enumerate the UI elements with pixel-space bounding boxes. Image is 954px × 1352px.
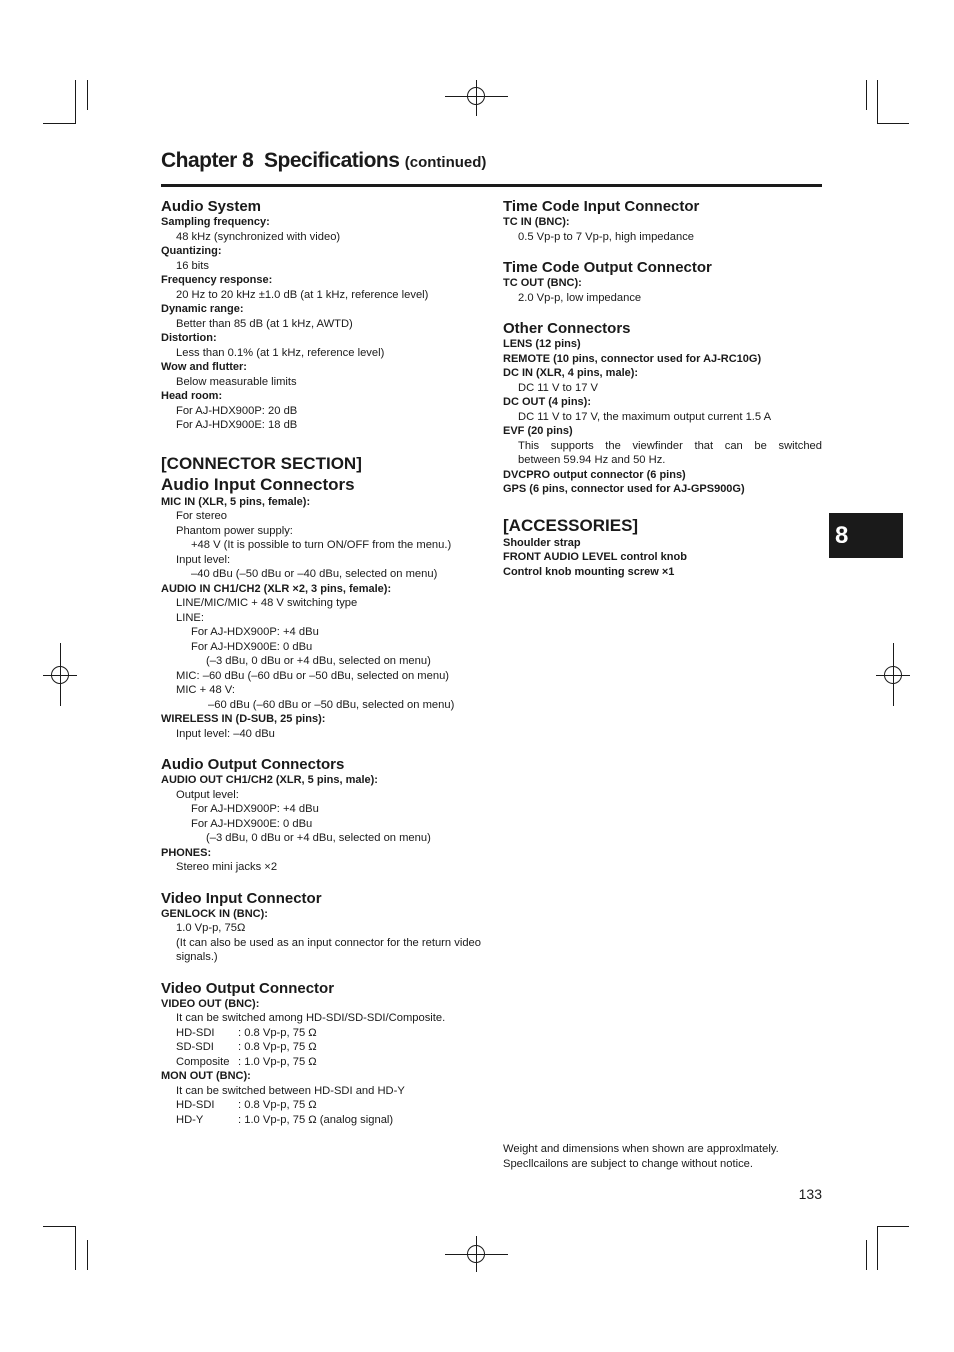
mon-out-value: : 0.8 Vp-p, 75 Ω (238, 1099, 317, 1111)
mon-out-row (161, 1113, 481, 1128)
chapter-tab: 8 (829, 513, 903, 558)
crop-mark (866, 1240, 867, 1270)
lens-label: LENS (12 pins) (503, 338, 581, 350)
connector-section-heading: [CONNECTOR SECTION] (161, 453, 362, 473)
dyn-value: Better than 85 dB (at 1 kHz, AWTD) (176, 317, 353, 330)
mon-out-label: MON OUT (BNC): (161, 1070, 251, 1082)
head-e: For AJ-HDX900E: 18 dB (176, 419, 298, 431)
page-number: 133 (798, 1186, 822, 1202)
audio-input-heading: Audio Input Connectors (161, 474, 355, 494)
audio-output-heading: Audio Output Connectors (161, 756, 345, 773)
video-out-row (161, 1026, 481, 1041)
dc-out-value: DC 11 V to 17 V, the maximum output current 1.5 A (518, 410, 772, 423)
genlock-label: GENLOCK IN (BNC): (161, 907, 268, 920)
video-out-label: VIDEO OUT (BNC): (161, 997, 260, 1010)
freq-label: Frequency response: (161, 274, 273, 286)
freq-value: 20 Hz to 20 kHz ±1.0 dB (at 1 kHz, reference level) (176, 288, 429, 301)
tc-out-heading: Time Code Output Connector (503, 259, 712, 276)
footer-note-line2: Specllcailons are subject to change without notice. (503, 1157, 754, 1170)
dist-label: Distortion: (161, 332, 217, 344)
crop-mark (87, 80, 88, 110)
audio-in-line-e: For AJ-HDX900E: 0 dBu (191, 640, 313, 653)
wow-value: Below measurable limits (176, 375, 297, 388)
evf-value-line1: This supports the viewfinder that can be switched (518, 439, 822, 452)
audio-out-p: For AJ-HDX900P: +4 dBu (191, 803, 319, 815)
audio-in-label: AUDIO IN CH1/CH2 (XLR ×2, 3 pins, female): (161, 582, 392, 595)
video-out-key: HD-SDI (176, 1026, 215, 1039)
crop-mark (75, 80, 76, 124)
audio-in-mic48: MIC + 48 V: (176, 684, 235, 696)
video-out-key: SD-SDI (176, 1041, 214, 1053)
accessory-item: FRONT AUDIO LEVEL control knob (503, 551, 687, 563)
genlock-value: 1.0 Vp-p, 75Ω (176, 922, 246, 934)
mic-phantom-value: +48 V (It is possible to turn ON/OFF from the menu.) (191, 539, 452, 551)
mon-out-key: HD-SDI (176, 1099, 215, 1111)
genlock-note: (It can also be used as an input connector for the return video signals.) (176, 936, 481, 963)
wireless-label: WIRELESS IN (D-SUB, 25 pins): (161, 713, 326, 725)
crop-mark (75, 1226, 76, 1270)
audio-out-e: For AJ-HDX900E: 0 dBu (191, 817, 313, 830)
registration-mark (476, 80, 477, 116)
tc-out-value: 2.0 Vp-p, low impedance (518, 291, 642, 304)
phones-label: PHONES: (161, 846, 212, 859)
sampling-label: Sampling frequency: (161, 216, 270, 228)
video-out-note: It can be switched among HD-SDI/SD-SDI/Composite. (176, 1012, 446, 1024)
tc-in-heading: Time Code Input Connector (503, 198, 700, 215)
audio-out-label: AUDIO OUT CH1/CH2 (XLR, 5 pins, male): (161, 774, 378, 786)
audio-system-heading: Audio System (161, 198, 262, 215)
accessory-item: Control knob mounting screw ×1 (503, 565, 675, 578)
mon-out-note: It can be switched between HD-SDI and HD-Y (176, 1084, 405, 1097)
mic-stereo: For stereo (176, 510, 227, 522)
quantizing-value: 16 bits (176, 259, 209, 272)
other-connectors-heading: Other Connectors (503, 320, 631, 337)
accessories-heading: [ACCESSORIES] (503, 515, 639, 535)
audio-in-mic48-value: –60 dBu (–60 dBu or –50 dBu, selected on menu) (208, 698, 455, 711)
mic-input-level-value: –40 dBu (–50 dBu or –40 dBu, selected on menu) (191, 568, 438, 580)
audio-in-mic: MIC: –60 dBu (–60 dBu or –50 dBu, selected on menu) (176, 669, 450, 682)
registration-mark (60, 643, 61, 706)
footer-note (503, 1142, 779, 1171)
dc-out-label: DC OUT (4 pins): (503, 396, 591, 408)
wow-label: Wow and flutter: (161, 361, 247, 373)
crop-mark (43, 1226, 76, 1227)
dc-in-value: DC 11 V to 17 V (518, 381, 599, 394)
head-p: For AJ-HDX900P: 20 dB (176, 404, 298, 417)
gps-label: GPS (6 pins, connector used for AJ-GPS900G) (503, 483, 745, 495)
video-out-row (161, 1055, 481, 1070)
phones-value: Stereo mini jacks ×2 (176, 861, 278, 873)
audio-in-line-sel: (–3 dBu, 0 dBu or +4 dBu, selected on menu) (206, 655, 431, 667)
audio-out-sel: (–3 dBu, 0 dBu or +4 dBu, selected on menu) (206, 832, 431, 844)
remote-label: REMOTE (10 pins, connector used for AJ-RC10G) (503, 352, 762, 365)
evf-label: EVF (20 pins) (503, 425, 573, 437)
mic-input-level: Input level: (176, 553, 231, 566)
crop-mark (877, 1226, 878, 1270)
dvcpro-label: DVCPRO output connector (6 pins) (503, 468, 686, 481)
crop-mark (866, 80, 867, 110)
crop-mark (877, 80, 878, 124)
tc-in-label: TC IN (BNC): (503, 216, 570, 228)
sampling-value: 48 kHz (synchronized with video) (176, 230, 341, 243)
accessory-item: Shoulder strap (503, 536, 581, 549)
video-out-value: : 1.0 Vp-p, 75 Ω (238, 1055, 317, 1068)
dist-value: Less than 0.1% (at 1 kHz, reference level) (176, 346, 385, 359)
mic-in-label: MIC IN (XLR, 5 pins, female): (161, 495, 311, 508)
page-title (161, 149, 486, 173)
dc-in-label: DC IN (XLR, 4 pins, male): (503, 367, 639, 379)
video-out-value: : 0.8 Vp-p, 75 Ω (238, 1041, 317, 1053)
title-rule (161, 184, 822, 187)
dyn-label: Dynamic range: (161, 303, 244, 315)
quantizing-label: Quantizing: (161, 245, 222, 257)
video-out-key: Composite (176, 1055, 230, 1068)
chapter-title: Specifications (264, 149, 400, 172)
video-output-heading: Video Output Connector (161, 979, 335, 997)
mon-out-value: : 1.0 Vp-p, 75 Ω (analog signal) (238, 1113, 394, 1126)
audio-in-line-p: For AJ-HDX900P: +4 dBu (191, 626, 319, 638)
tc-in-value: 0.5 Vp-p to 7 Vp-p, high impedance (518, 230, 695, 243)
crop-mark (877, 1226, 909, 1227)
right-column (503, 198, 822, 579)
head-label: Head room: (161, 390, 223, 402)
mon-out-row (161, 1098, 481, 1113)
continued-label: (continued) (404, 154, 487, 171)
crop-mark (87, 1240, 88, 1270)
tc-out-label: TC OUT (BNC): (503, 277, 582, 289)
audio-in-line: LINE: (176, 611, 204, 624)
crop-mark (877, 123, 909, 124)
footer-note-line1: Weight and dimensions when shown are approxlmately. (503, 1143, 779, 1155)
crop-mark (43, 123, 76, 124)
wireless-value: Input level: –40 dBu (176, 727, 275, 740)
video-out-value: : 0.8 Vp-p, 75 Ω (238, 1026, 317, 1039)
video-out-row (161, 1040, 481, 1055)
video-input-heading: Video Input Connector (161, 889, 322, 907)
audio-in-switch: LINE/MIC/MIC + 48 V switching type (176, 597, 358, 609)
evf-value-line2: between 59.94 Hz and 50 Hz. (518, 454, 666, 466)
audio-out-level: Output level: (176, 788, 239, 801)
left-column (161, 198, 481, 1127)
mic-phantom: Phantom power supply: (176, 524, 293, 537)
chapter-label: Chapter 8 (161, 149, 254, 172)
registration-mark (476, 1236, 477, 1272)
registration-mark (893, 643, 894, 706)
mon-out-key: HD-Y (176, 1113, 204, 1126)
